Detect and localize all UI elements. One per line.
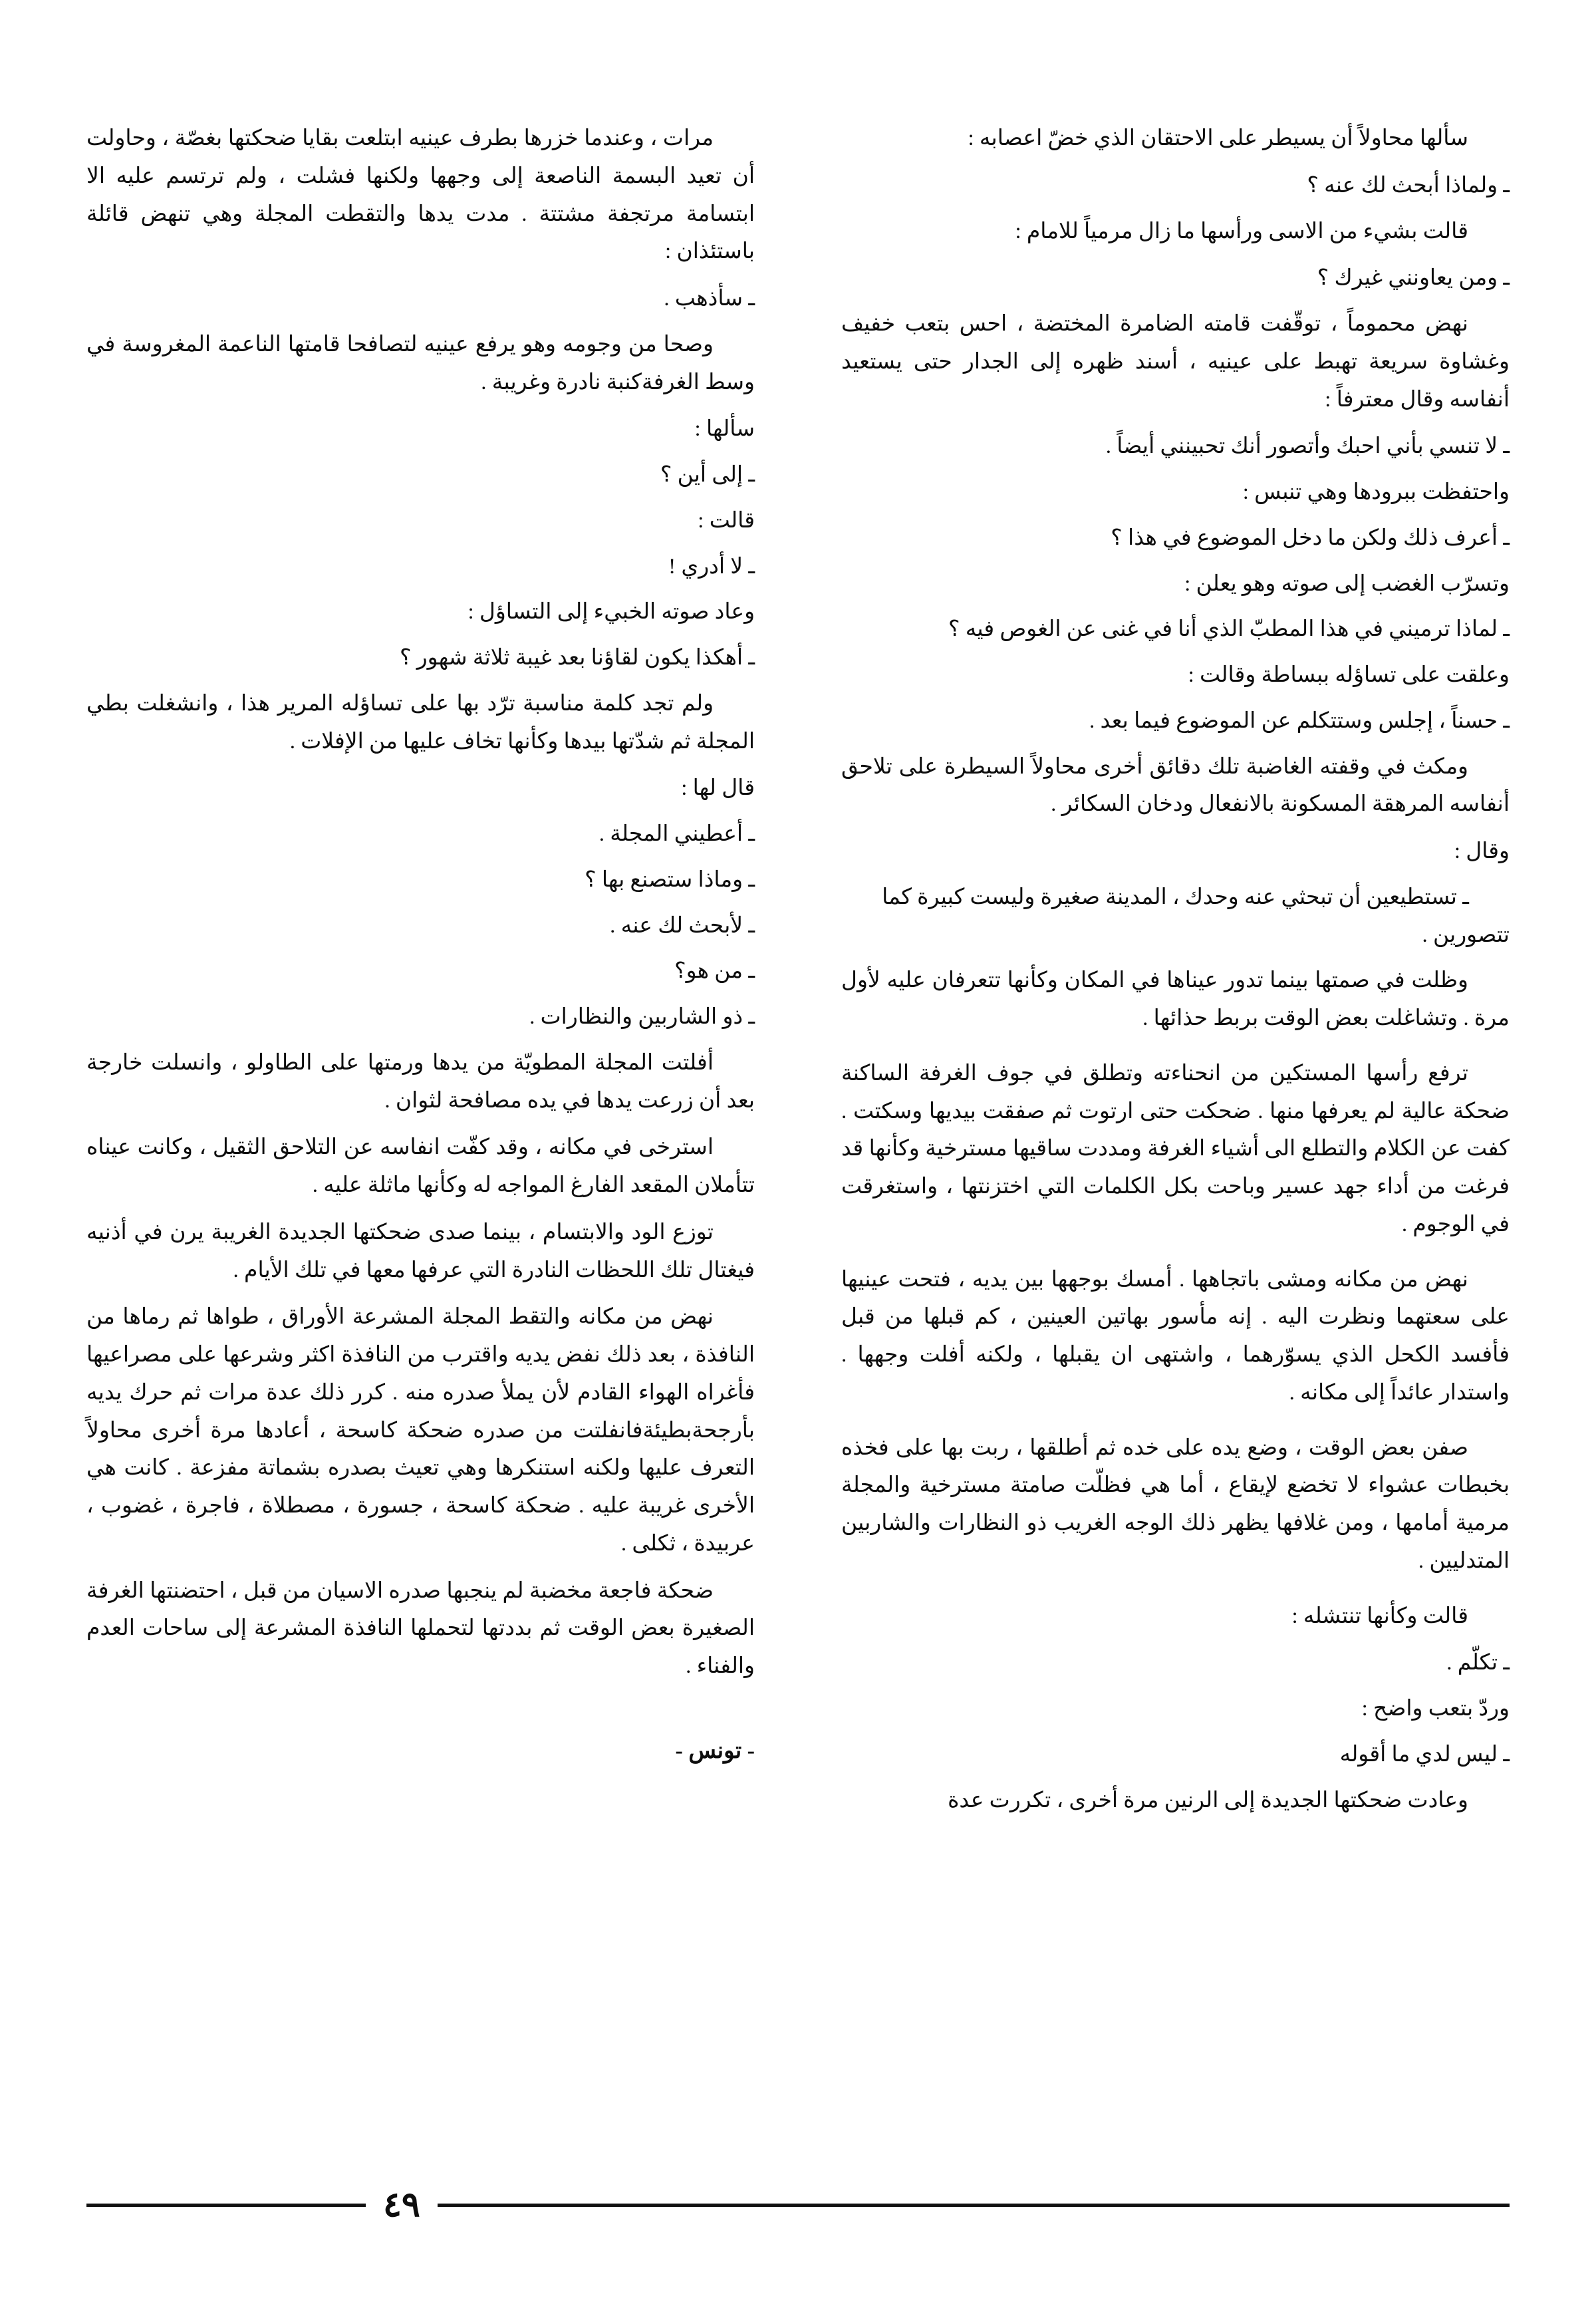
paragraph: قال لها : xyxy=(681,776,755,801)
paragraph: وقال : xyxy=(1454,839,1510,863)
paragraph: وتسرّب الغضب إلى صوته وهو يعلن : xyxy=(1184,571,1510,596)
paragraph: ضحكة فاجعة مخضبة لم ينجبها صدره الاسيان من قبل ، احتضنتها الغرفة الصغيرة بعض الوقت ثم بددتها لتحملها النافذة المشرعة إلى ساحات العدم والفناء . xyxy=(86,1578,755,1678)
page-number: ٤٩ xyxy=(383,2186,420,2224)
dialog-line: ـ ذو الشاربين والنظارات . xyxy=(529,1005,755,1029)
paragraph: قالت بشيء من الاسى ورأسها ما زال مرمياً للامام : xyxy=(1015,219,1468,243)
paragraph: ترفع رأسها المستكين من انحناءته وتطلق في جوف الغرفة الساكنة ضحكة عالية لم يعرفها منها . ضحكت حتى ارتوت ثم صفقت بيديها وسكتت . كفت عن الكلام والتطلع الى أشياء الغرفة ومددت ساقيها مسترخية وكأنها قد فرغت من أداء جهد عسير وباحت بكل الكلمات التي اختزنتها ، واستغرقت في الوجوم . xyxy=(841,1061,1510,1236)
dialog-line: ـ لأبحث لك عنه . xyxy=(610,913,755,938)
dialog-line: ـ من هو؟ xyxy=(674,959,755,984)
paragraph: مرات ، وعندما خزرها بطرف عينيه ابتلعت بقايا ضحكتها بغصّة ، وحاولت أن تعيد البسمة الناصعة إلى وجهها ولكنها فشلت ، ولم ترتسم عليه الا ابتسامة مرتجفة مشتتة . مدت يدها والتقطت المجلة وهي تنهض قائلة باستئذان : xyxy=(86,126,755,264)
dialog-line: ـ ومن يعاونني غيرك ؟ xyxy=(1317,266,1510,291)
paragraph: صفن بعض الوقت ، وضع يده على خده ثم أطلقها ، ربت بها على فخذه بخبطات عشواء لا تخضع لإيقاع ، أما هي فظلّت صامتة مسترخية والمجلة مرمية أمامها ، ومن غلافها يظهر ذلك الوجه الغريب ذو النظارات والشاربين المتدليين . xyxy=(841,1435,1510,1573)
paragraph: سألها : xyxy=(694,417,755,442)
paragraph: وظلت في صمتها بينما تدور عيناها في المكان وكأنها تتعرفان عليه لأول مرة . وتشاغلت بعض الوقت بربط حذائها . xyxy=(841,968,1510,1030)
paragraph: نهض من مكانه ومشى باتجاهها . أمسك بوجهها بين يديه ، فتحت عينيها على سعتهما ونظرت اليه . إنه مأسور بهاتين العينين ، كم قبلها من قبل فأفسد الكحل الذي يسوّرهما ، واشتهى ان يقبلها ، ولكنه أفلت وجهها . واستدار عائداً إلى مكانه . xyxy=(841,1267,1510,1405)
footer-rule-left xyxy=(86,2204,366,2207)
paragraph: نهض محموماً ، توقّفت قامته الضامرة المختضة ، احس بتعب خفيف وغشاوة سريعة تهبط على عينيه ، أسند ظهره إلى الجدار حتى يستعيد أنفاسه وقال معترفاً : xyxy=(841,312,1510,412)
dialog-line: ـ سأذهب . xyxy=(664,287,755,311)
dialog-line: ـ لا أدري ! xyxy=(668,554,755,579)
paragraph: وعلقت على تساؤله ببساطة وقالت : xyxy=(1188,663,1510,687)
paragraph: وعاد صوته الخبيء إلى التساؤل : xyxy=(467,600,755,625)
paragraph: وصحا من وجومه وهو يرفع عينيه لتصافحا قامتها الناعمة المغروسة في وسط الغرفةكنبة نادرة وغريبة . xyxy=(86,332,755,394)
footer-rule-right xyxy=(438,2204,1510,2207)
dialog-line: ـ أهكذا يكون لقاؤنا بعد غيبة ثلاثة شهور ؟ xyxy=(399,646,755,670)
paragraph: نهض من مكانه والتقط المجلة المشرعة الأوراق ، طواها ثم رماها من النافذة ، بعد ذلك نفض يديه واقترب من النافذة اكثر وشرعها على مصراعيها فأغراه الهواء القادم لأن يملأ صدره منه . كرر ذلك عدة مرات ثم حرك يديه بأرجحةبطيئةفانفلتت من صدره ضحكة كاسحة ، أعادها مرة أخرى محاولاً التعرف عليها ولكنه استنكرها وهي تعيث بصدره بشماتة مفزعة . كانت هي الأخرى غريبة عليه . ضحكة كاسحة ، جسورة ، مصطلاة ، فاجرة ، غضوب ، عربيدة ، ثكلى . xyxy=(86,1305,755,1556)
paragraph: وردّ بتعب واضح : xyxy=(1361,1697,1510,1721)
paragraph: ومكث في وقفته الغاضبة تلك دقائق أخرى محاولاً السيطرة على تلاحق أنفاسه المرهقة المسكونة بالانفعال ودخان السكائر . xyxy=(841,754,1510,817)
text-columns xyxy=(86,120,1510,2082)
page-footer xyxy=(86,2185,1510,2225)
paragraph: ولم تجد كلمة مناسبة ترّد بها على تساؤله المرير هذا ، وانشغلت بطي المجلة ثم شدّتها بيدها وكأنها تخاف عليها من الإفلات . xyxy=(86,691,755,754)
paragraph: استرخى في مكانه ، وقد كفّت انفاسه عن التلاحق الثقيل ، وكانت عيناه تتأملان المقعد الفارغ المواجه له وكأنها ماثلة عليه . xyxy=(86,1135,755,1197)
author-location-signature: - تونس - xyxy=(675,1738,755,1763)
dialog-line: ـ إلى أين ؟ xyxy=(660,463,755,487)
dialog-line: ـ أعطيني المجلة . xyxy=(598,822,755,846)
paragraph: واحتفظت ببرودها وهي تنبس : xyxy=(1242,480,1510,504)
dialog-line: ـ لماذا ترميني في هذا المطبّ الذي أنا في غنى عن الغوص فيه ؟ xyxy=(948,617,1510,642)
column-right xyxy=(828,120,1510,2082)
paragraph: أفلتت المجلة المطويّة من يدها ورمتها على الطاولو ، وانسلت خارجة بعد أن زرعت يدها في يده مصافحة لثوان . xyxy=(86,1050,755,1113)
dialog-line: ـ أعرف ذلك ولكن ما دخل الموضوع في هذا ؟ xyxy=(1111,525,1510,550)
paragraph: قالت : xyxy=(698,508,755,533)
paragraph: توزع الود والابتسام ، بينما صدى ضحكتها الجديدة الغريبة يرن في أذنيه فيغتال تلك اللحظات النادرة التي عرفها معها في تلك الأيام . xyxy=(86,1220,755,1282)
column-left xyxy=(86,120,768,2082)
paragraph: سألها محاولاً أن يسيطر على الاحتقان الذي خضّ اعصابه : xyxy=(968,126,1468,150)
dialog-line: ـ تستطيعين أن تبحثي عنه وحدك ، المدينة صغيرة وليست كبيرة كما تتصورين . xyxy=(882,885,1510,947)
dialog-line: ـ لا تنسي بأني احبك وأتصور أنك تحبينني أيضاً . xyxy=(1105,434,1510,459)
dialog-line: ـ وماذا ستصنع بها ؟ xyxy=(585,867,755,892)
paragraph: وعادت ضحكتها الجديدة إلى الرنين مرة أخرى ، تكررت عدة xyxy=(948,1788,1468,1812)
dialog-line: ـ ولماذا أبحث لك عنه ؟ xyxy=(1307,173,1510,198)
dialog-line: ـ تكلّم . xyxy=(1446,1651,1510,1675)
dialog-line: ـ ليس لدي ما أقوله xyxy=(1339,1742,1510,1767)
dialog-line: ـ حسناً ، إجلس وستتكلم عن الموضوع فيما بعد . xyxy=(1089,708,1510,733)
paragraph: قالت وكأنها تنتشله : xyxy=(1291,1604,1468,1628)
